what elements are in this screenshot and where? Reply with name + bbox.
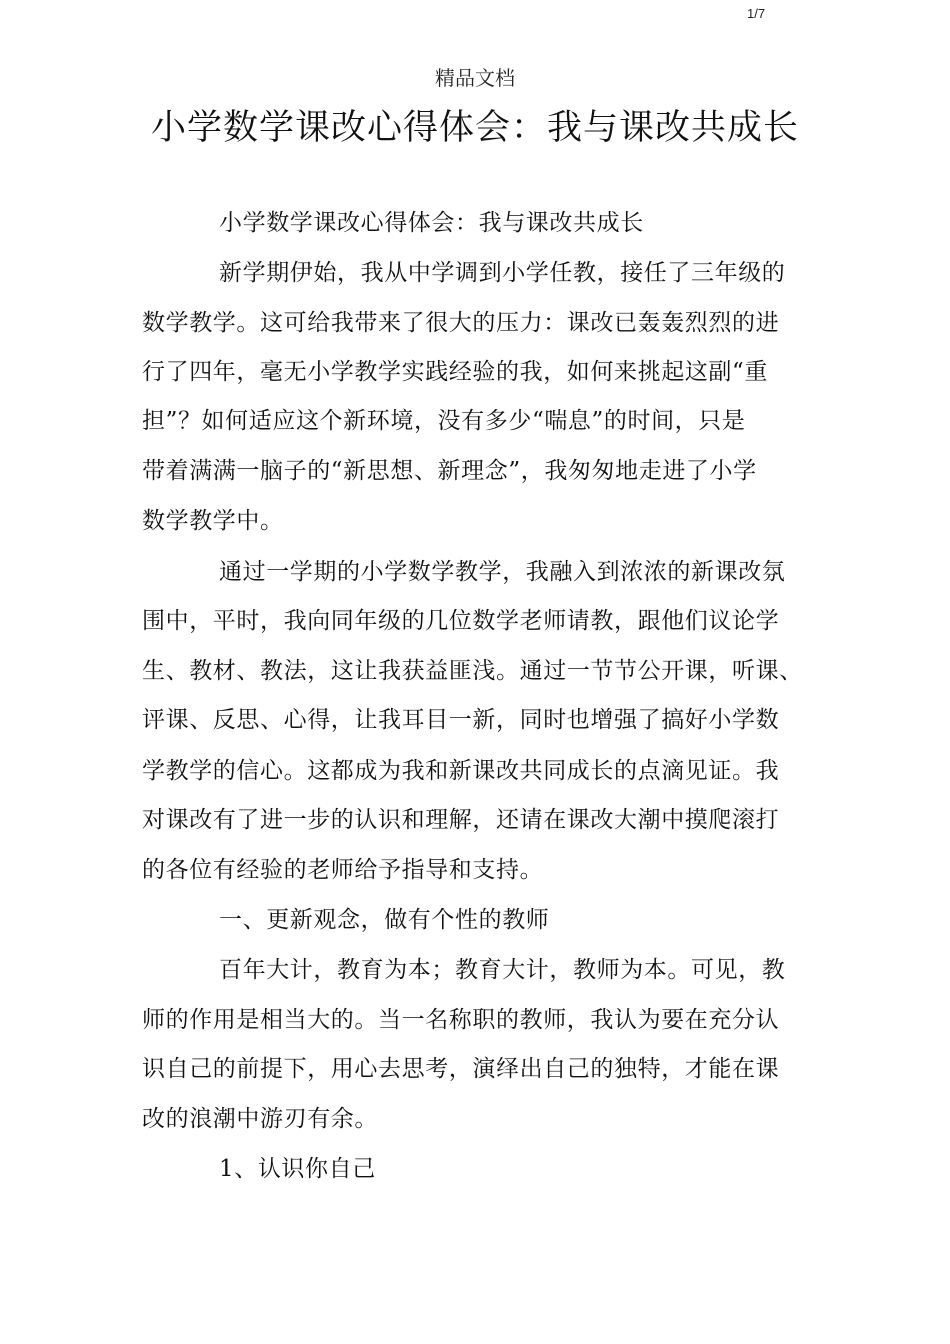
body-line: 百年大计，教育为本；教育大计，教师为本。可见，教 [219,957,786,983]
body-line: 的各位有经验的老师给予指导和支持。 [142,857,544,883]
body-line: 评课、反思、心得，让我耳目一新，同时也增强了搞好小学数 [142,707,780,733]
body-line: 行了四年，毫无小学教学实践经验的我，如何来挑起这副“重 [142,359,768,385]
body-line: 识自己的前提下，用心去思考，演绎出自己的独特，才能在课 [142,1056,780,1082]
body-line: 围中，平时，我向同年级的几位数学老师请教，跟他们议论学 [142,608,780,634]
body-line: 学教学的信心。这都成为我和新课改共同成长的点滴见证。我 [142,758,780,784]
subsection-heading: 1、认识你自己 [219,1156,376,1182]
body-line: 对课改有了进一步的认识和理解，还请在课改大潮中摸爬滚打 [142,807,780,833]
body-line: 数学教学。这可给我带来了很大的压力：课改已轰轰烈烈的进 [142,310,780,336]
body-line: 通过一学期的小学数学教学，我融入到浓浓的新课改氛 [219,559,786,585]
header-label: 精品文档 [435,66,515,90]
body-line: 担”？如何适应这个新环境，没有多少“喘息”的时间，只是 [142,408,746,434]
body-line: 带着满满一脑子的“新思想、新理念”，我匆匆地走进了小学 [142,458,757,484]
section-heading: 一、更新观念，做有个性的教师 [219,907,550,933]
page-number: 1/7 [747,6,766,21]
body-line: 师的作用是相当大的。当一名称职的教师，我认为要在充分认 [142,1007,780,1033]
document-title: 小学数学课改心得体会：我与课改共成长 [150,108,799,148]
body-line: 数学教学中。 [142,508,284,534]
body-line: 小学数学课改心得体会：我与课改共成长 [219,210,644,236]
body-line: 新学期伊始，我从中学调到小学任教，接任了三年级的 [219,260,786,286]
body-line: 生、教材、教法，这让我获益匪浅。通过一节节公开课，听课、 [142,658,803,684]
body-line: 改的浪潮中游刃有余。 [142,1106,378,1132]
